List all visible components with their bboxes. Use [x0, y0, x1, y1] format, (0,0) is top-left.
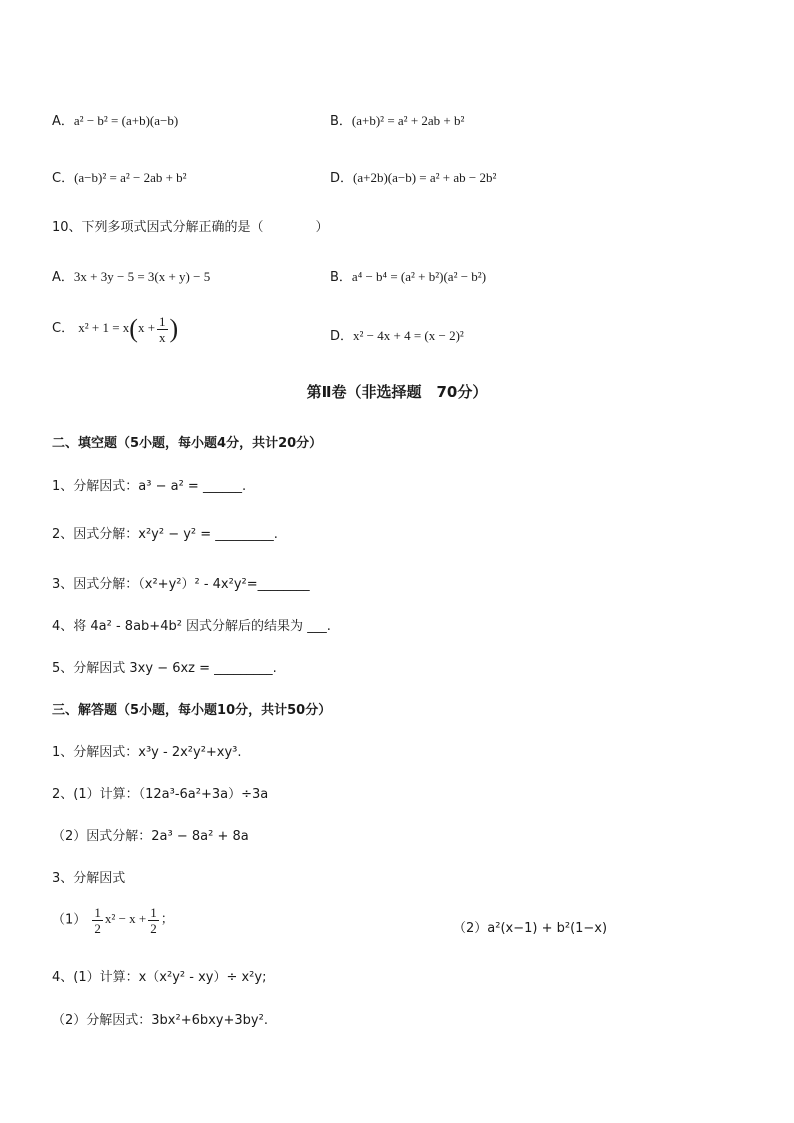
fraction-denominator: 2 [150, 921, 157, 936]
option-label: B． [330, 114, 352, 129]
option-expression: (a+b)² = a² + 2ab + b² [351, 113, 465, 128]
option-label: D． [330, 171, 354, 186]
fill-question-1: 1、分解因式：a³ − a² = ______. [52, 479, 247, 494]
answer-question-4-part-2: （2）分解因式：3bx²+6bxy+3by². [52, 1013, 268, 1028]
fill-question-4: 4、将 4a² - 8ab+4b² 因式分解后的结果为 ___. [52, 619, 331, 634]
q10-option-b [330, 266, 486, 285]
fraction-denominator: 2 [94, 921, 101, 936]
expr-end: ； [160, 911, 174, 927]
q9-option-d [330, 167, 496, 186]
option-expression: 3x + 3y − 5 = 3(x + y) − 5 [73, 269, 211, 284]
fraction [157, 315, 168, 344]
option-label: C． [52, 320, 75, 336]
option-label: A． [52, 114, 74, 129]
option-label: B． [330, 270, 352, 285]
option-label: D． [330, 329, 354, 344]
left-paren: ( [129, 314, 138, 343]
fraction-half [148, 906, 159, 935]
option-expression: (a+2b)(a−b) = a² + ab − 2b² [353, 170, 497, 185]
fill-question-5: 5、分解因式 3xy − 6xz = _________. [52, 661, 277, 676]
part-label: （1） [52, 912, 87, 928]
option-expression [78, 313, 179, 345]
right-paren: ) [169, 314, 179, 343]
expr-middle: x² − x + [104, 911, 147, 927]
answer-question-1: 1、分解因式：x³y - 2x²y²+xy³. [52, 745, 242, 760]
answer-question-3: 3、分解因式 [52, 871, 126, 886]
answer-question-3-part-1 [52, 906, 174, 935]
part-2-title: 第Ⅱ卷（非选择题 70分） [306, 383, 488, 401]
q9-option-a [52, 110, 178, 129]
q10-option-a [52, 266, 210, 285]
answer-question-4-part-1: 4、(1）计算：x（x²y² - xy）÷ x²y; [52, 970, 267, 985]
answer-question-3-part-2: （2）a²(x−1) + b²(1−x) [453, 921, 608, 936]
fraction-denominator: x [159, 329, 166, 345]
option-expression: a⁴ − b⁴ = (a² + b²)(a² − b²) [351, 269, 487, 284]
q10-option-c [52, 314, 178, 344]
option-expression: a² − b² = (a+b)(a−b) [73, 113, 179, 128]
option-label: C． [52, 171, 75, 186]
q10-option-d [330, 325, 464, 344]
expr-lhs: x² + 1 = x [78, 319, 130, 335]
option-expression: (a−b)² = a² − 2ab + b² [74, 170, 187, 185]
question-10-stem: 10、下列多项式因式分解正确的是（ ） [52, 220, 329, 235]
answer-question-2-part-2: （2）因式分解：2a³ − 8a² + 8a [52, 829, 249, 844]
fraction-numerator: 1 [94, 905, 101, 920]
fraction-numerator: 1 [159, 313, 166, 329]
answer-question-2-part-1: 2、(1）计算：（12a³-6a²+3a）÷3a [52, 787, 269, 802]
option-label: A． [52, 270, 74, 285]
part-expression [90, 905, 174, 936]
option-expression: x² − 4x + 4 = (x − 2)² [353, 328, 464, 343]
fill-question-2: 2、因式分解：x²y² − y² = _________. [52, 527, 278, 542]
section-3-heading: 三、解答题（5小题，每小题10分，共计50分） [52, 703, 332, 718]
fill-question-3: 3、因式分解：（x²+y²）² - 4x²y²=________ [52, 577, 310, 592]
section-2-heading: 二、填空题（5小题，每小题4分，共计20分） [52, 436, 323, 451]
q9-option-b [330, 110, 464, 129]
q9-option-c [52, 167, 187, 186]
expr-inner: x + [137, 319, 156, 335]
fraction-numerator: 1 [150, 905, 157, 920]
fraction-half [92, 906, 103, 935]
